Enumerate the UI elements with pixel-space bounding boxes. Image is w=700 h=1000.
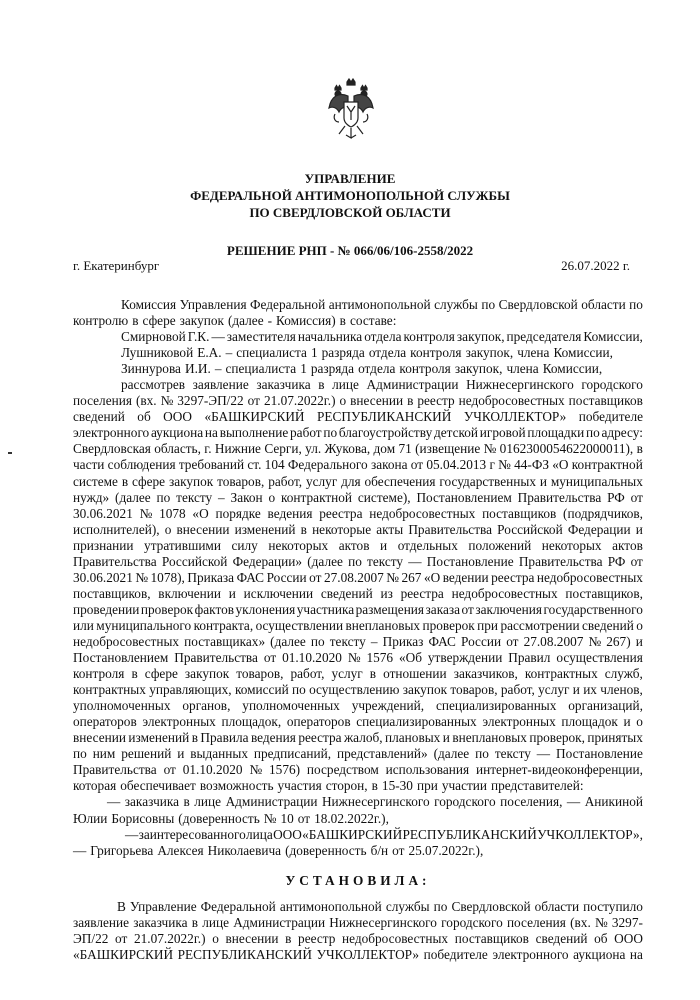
text-line: — заинтересованного лица ООО «БАШКИРСКИЙ РЕСПУБЛИКАНСКИЙ УЧКОЛЛЕКТОР», [125, 826, 643, 842]
paragraph-commission [73, 297, 643, 859]
text-line: контрактных управляющих, комиссий по осуществлению закупок товаров, работ, услуг и их членов, [73, 682, 643, 698]
text-line: поставщиков, включении и исключении сведений из реестра недобросовестных поставщиков, [73, 585, 643, 601]
text-line: нужд» (далее по тексту – Закон о контрактной системе), Постановлением Правительства РФ от [73, 489, 643, 505]
text-line: Правительства Российской Федерации» (далее по тексту — Постановление Правительства РФ от [73, 553, 643, 569]
text-line: контроля в сфере закупок товаров, работ, услуг в отношении заказчиков, контрактных служб, [73, 666, 643, 682]
text-line: которая обеспечивает возможность участия сторон, в 15-30 при участии представителей: [73, 778, 584, 794]
text-line: или муниципального контракта, осуществлении внеплановых проверок при рассмотрении сведений о [73, 617, 643, 633]
text-line: ЭП/22 от 21.07.2022г.) о внесении в реестр недобросовестных поставщиков сведений об ООО [73, 930, 643, 946]
org-line: ПО СВЕРДЛОВСКОЙ ОБЛАСТИ [249, 205, 451, 220]
text-line: недобросовестных поставщиках» (далее по тексту – Приказ ФАС России от 27.08.2007 № 267) и [73, 633, 643, 649]
text-line: 30.06.2021 № 1078 «О порядке ведения реестра недобросовестных поставщиков (подрядчиков, [73, 505, 643, 521]
text-line: системе в сфере закупок товаров, работ, услуг для обеспечения государственных и муниципальных [73, 473, 643, 489]
text-line: внесении изменений в Правила ведения реестра жалоб, плановых и внеплановых проверок, принятых [73, 730, 643, 746]
text-line: Комиссия Управления Федеральной антимонопольной службы по Свердловской области по [121, 297, 643, 312]
text-line: Зиннурова И.И. – специалиста 1 разряда отдела контроля закупок, члена Комиссии, [121, 361, 603, 377]
org-line: ФЕДЕРАЛЬНОЙ АНТИМОНОПОЛЬНОЙ СЛУЖБЫ [190, 188, 510, 203]
decision-title: РЕШЕНИЕ РНП - № 066/06/106-2558/2022 [226, 243, 474, 258]
org-line: УПРАВЛЕНИЕ [304, 171, 396, 186]
text-line: 30.06.2021 № 1078), Приказа ФАС России от 27.08.2007 № 267 «О ведении реестра недобросовестных [73, 569, 643, 585]
text-line: рассмотрев заявление заказчика в лице Администрации Нижнесергинского городского [121, 377, 643, 393]
coat-of-arms-emblem-icon [327, 78, 375, 140]
text-line: Смирновой Г.К. — заместителя начальника отдела контроля закупок, председателя Комиссии, [121, 329, 643, 345]
text-line: части соблюдения требований ст. 104 Федерального закона от 05.04.2013 г № 44-ФЗ «О контрактной [73, 457, 643, 473]
text-line: — заказчика в лице Администрации Нижнесергинского городского поселения, — Аникиной [107, 794, 643, 810]
text-line: сведений об ООО «БАШКИРСКИЙ РЕСПУБЛИКАНСКИЙ УЧКОЛЛЕКТОР» победителе [73, 409, 643, 425]
organization-name [0, 170, 700, 221]
text-line: — Григорьева Алексея Николаевича (доверенность б/н от 25.07.2022г.), [73, 842, 484, 858]
text-line: по ним решений и выданных предписаний, представлений» (далее по тексту — Постановление [73, 746, 643, 762]
document-body [73, 297, 643, 963]
text-line: электронного аукциона на выполнение работ по благоустройству детской игровой площадки по адресу: [73, 425, 643, 441]
text-line: В Управление Федеральной антимонопольной службы по Свердловской области поступило [117, 898, 643, 914]
paragraph-established [73, 899, 643, 963]
text-line: контролю в сфере закупок (далее - Комиссия) в составе: [73, 313, 397, 329]
text-line: поселения (вх. № 3297-ЭП/22 от 21.07.2022г.) о внесении в реестр недобросовестных поставщиков [73, 393, 643, 409]
city: г. Екатеринбург [73, 258, 160, 273]
text-line: проведении проверок фактов уклонения участника размещения заказа от заключения государственного [73, 601, 643, 617]
place-date-row [73, 258, 630, 274]
text-line: Постановлением Правительства от 01.10.2020 № 1576 «Об утверждении Правил осуществления [73, 650, 643, 666]
margin-mark [8, 452, 12, 454]
text-line: Лушниковой Е.А. – специалиста 1 разряда отдела контроля закупок, члена Комиссии, [121, 345, 613, 361]
text-line: операторов электронных площадок, операторов специализированных электронных площадок и о [73, 714, 643, 730]
text-line: Правительства от 01.10.2020 № 1576) посредством использования интернет-видеоконференции, [73, 762, 643, 778]
text-line: исполнителей), о внесении изменений в некоторые акты Правительства Российской Федерации и [73, 521, 643, 537]
document-date: 26.07.2022 г. [561, 258, 630, 273]
text-line: заявление заказчика в лице Администрации Нижнесергинского городского поселения (вх. № 3297- [73, 914, 643, 930]
text-line: признании утратившими силу некоторых актов и отдельных положений некоторых актов [73, 537, 643, 553]
text-line: «БАШКИРСКИЙ РЕСПУБЛИКАНСКИЙ УЧКОЛЛЕКТОР» победителе электронного аукциона на [73, 946, 643, 962]
text-line: Юлии Борисовны (доверенность № 10 от 18.02.2022г.), [73, 810, 389, 826]
text-line: Свердловская область, г. Нижние Серги, ул. Жукова, дом 71 (извещение № 0162300054622000011), в [73, 441, 643, 457]
section-heading: УСТАНОВИЛА: [285, 872, 431, 888]
text-line: уполномоченных органов, уполномоченных учреждений, специализированных организаций, [73, 698, 643, 714]
